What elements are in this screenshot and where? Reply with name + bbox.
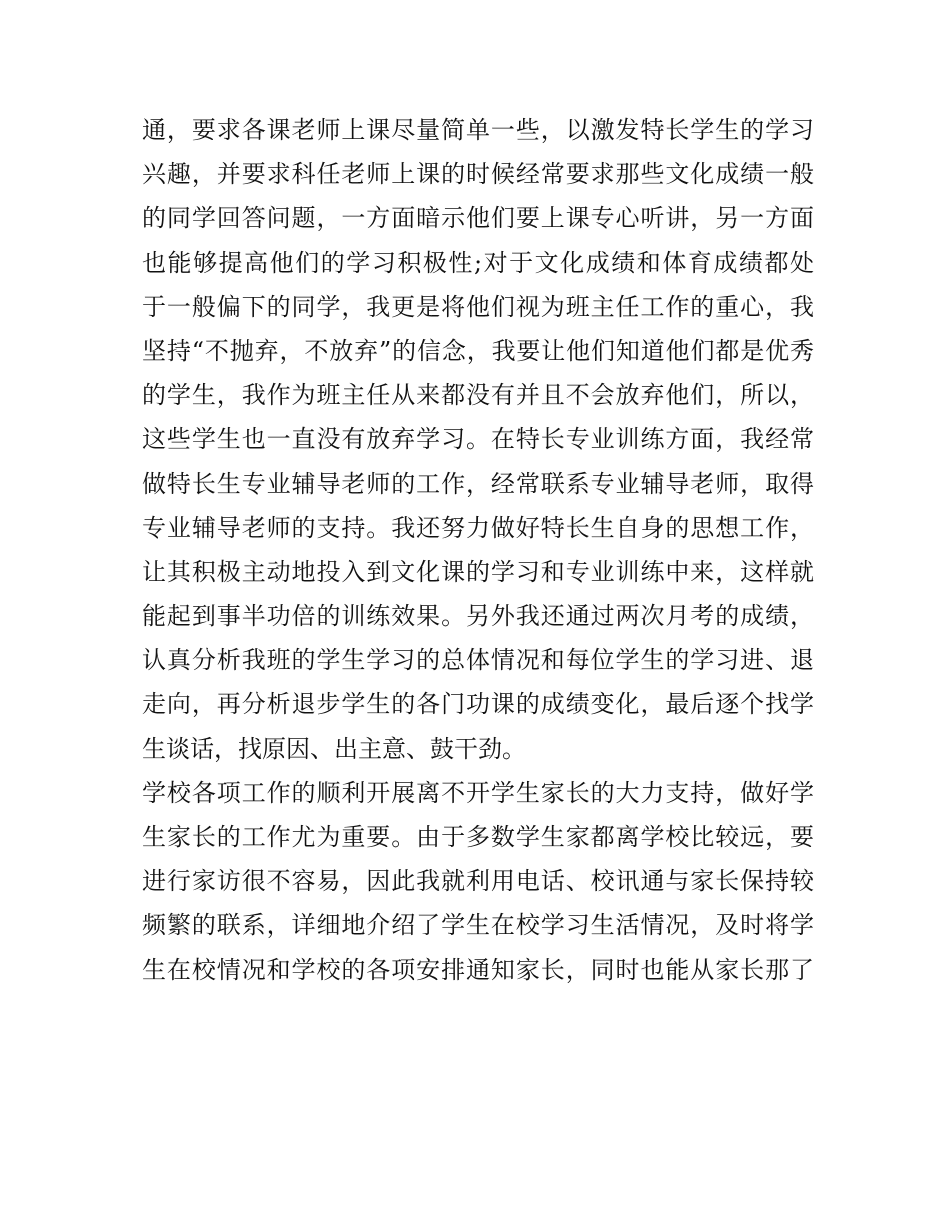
- text-line: 的学生，我作为班主任从来都没有并且不会放弃他们，所以，: [142, 381, 814, 410]
- text-line: 能起到事半功倍的训练效果。另外我还通过两次月考的成绩，: [142, 602, 814, 631]
- body-text: [142, 108, 814, 992]
- text-line: 专业辅导老师的支持。我还努力做好特长生自身的思想工作，: [142, 513, 814, 542]
- text-line: 认真分析我班的学生学习的总体情况和每位学生的学习进、退: [142, 646, 814, 675]
- text-line: 这些学生也一直没有放弃学习。在特长专业训练方面，我经常: [142, 425, 814, 454]
- text-line: 坚持“不抛弃，不放弃”的信念，我要让他们知道他们都是优秀: [142, 336, 814, 365]
- text-line: 兴趣，并要求科任老师上课的时候经常要求那些文化成绩一般: [142, 160, 814, 189]
- text-line: 也能够提高他们的学习积极性;对于文化成绩和体育成绩都处: [142, 248, 814, 277]
- text-line: 做特长生专业辅导老师的工作，经常联系专业辅导老师，取得: [142, 469, 814, 498]
- text-line: 进行家访很不容易，因此我就利用电话、校讯通与家长保持较: [142, 867, 814, 896]
- text-line: 生在校情况和学校的各项安排通知家长，同时也能从家长那了: [142, 955, 814, 984]
- text-line: 学校各项工作的顺利开展离不开学生家长的大力支持，做好学: [142, 778, 814, 807]
- text-line: 于一般偏下的同学，我更是将他们视为班主任工作的重心，我: [142, 292, 814, 321]
- text-line: 生家长的工作尤为重要。由于多数学生家都离学校比较远，要: [142, 823, 814, 851]
- text-line: 走向，再分析退步学生的各门功课的成绩变化，最后逐个找学: [142, 690, 814, 719]
- text-line: 通，要求各课老师上课尽量简单一些，以激发特长学生的学习: [142, 116, 814, 144]
- text-line: 的同学回答问题，一方面暗示他们要上课专心听讲，另一方面: [142, 204, 814, 233]
- text-line: 生谈话，找原因、出主意、鼓干劲。: [142, 734, 526, 763]
- text-line: 频繁的联系，详细地介绍了学生在校学习生活情况，及时将学: [142, 911, 814, 940]
- text-line: 让其积极主动地投入到文化课的学习和专业训练中来，这样就: [142, 557, 814, 586]
